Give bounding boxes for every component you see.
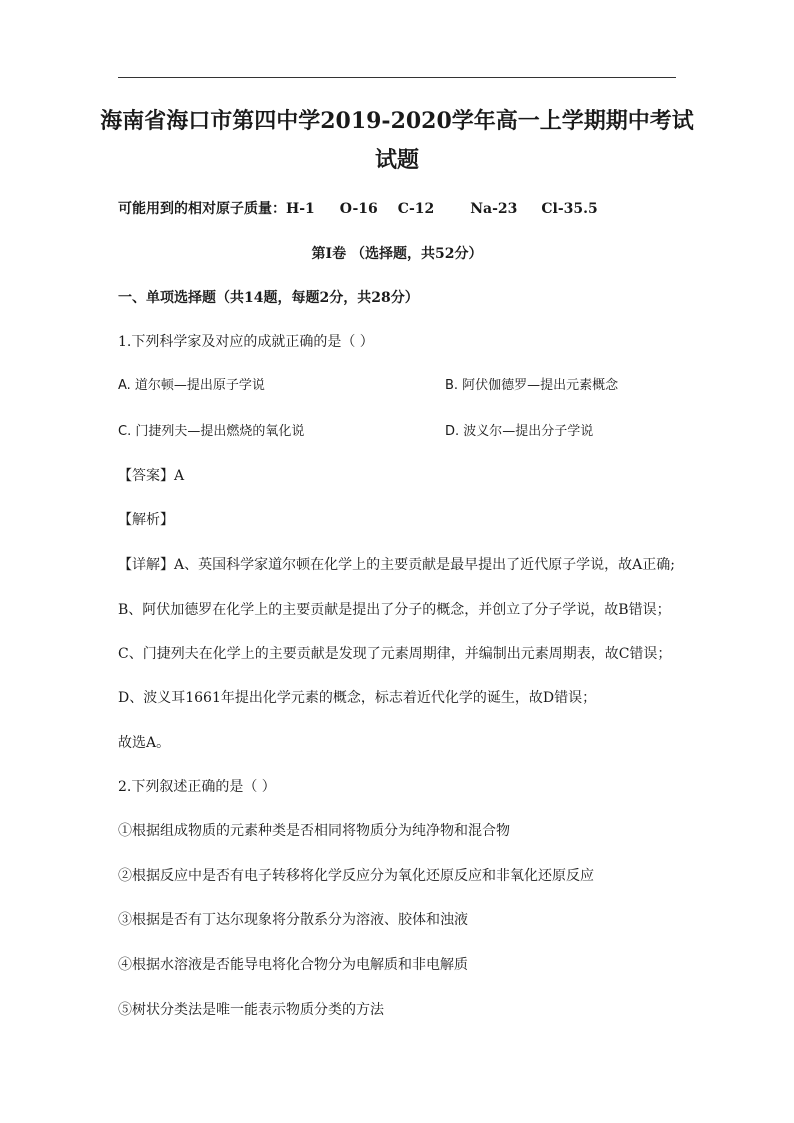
question-2-statement-2: ②根据反应中是否有电子转移将化学反应分为氧化还原反应和非氧化还原反应 bbox=[118, 868, 594, 884]
question-1-option-b: B. 阿伏伽德罗—提出元素概念 bbox=[445, 378, 619, 393]
mass-c: C-12 bbox=[397, 201, 435, 217]
question-1-detail-b: B、阿伏加德罗在化学上的主要贡献是提出了分子的概念，并创立了分子学说，故B错误； bbox=[118, 602, 671, 618]
question-1-option-c: C. 门捷列夫—提出燃烧的氧化说 bbox=[118, 424, 305, 439]
question-2-statement-4: ④根据水溶液是否能导电将化合物分为电解质和非电解质 bbox=[118, 957, 468, 973]
question-1-option-d: D. 波义尔—提出分子学说 bbox=[445, 424, 594, 439]
question-1-detail-d: D、波义耳1661年提出化学元素的概念，标志着近代化学的诞生，故D错误； bbox=[118, 690, 597, 706]
mass-cl: Cl-35.5 bbox=[541, 201, 598, 217]
question-1-detail-c: C、门捷列夫在化学上的主要贡献是发现了元素周期律，并编制出元素周期表，故C错误； bbox=[118, 646, 672, 662]
mass-h: H-1 bbox=[286, 201, 315, 217]
question-1-answer: 【答案】A bbox=[118, 468, 185, 484]
question-1-stem: 1.下列科学家及对应的成就正确的是（ ） bbox=[118, 334, 374, 350]
mass-o: O-16 bbox=[339, 201, 378, 217]
question-1-conclusion: 故选A。 bbox=[118, 735, 171, 751]
atomic-masses-label: 可能用到的相对原子质量： bbox=[118, 201, 286, 217]
question-2-statement-3: ③根据是否有丁达尔现象将分散系分为溶液、胶体和浊液 bbox=[118, 912, 468, 928]
question-1-option-a: A. 道尔顿—提出原子学说 bbox=[118, 378, 265, 393]
mass-na: Na-23 bbox=[470, 201, 518, 217]
page-title: 海南省海口市第四中学2019-2020学年高一上学期期中考试 bbox=[100, 108, 694, 134]
question-2-stem: 2.下列叙述正确的是（ ） bbox=[118, 779, 276, 795]
question-2-statement-5: ⑤树状分类法是唯一能表示物质分类的方法 bbox=[118, 1002, 384, 1018]
page-title-continued: 试题 bbox=[374, 147, 419, 173]
question-1-detail-a: 【详解】A、英国科学家道尔顿在化学上的主要贡献是最早提出了近代原子学说，故A正确; bbox=[118, 557, 675, 573]
question-1-analysis-label: 【解析】 bbox=[118, 512, 174, 528]
header-rule bbox=[118, 77, 676, 78]
question-2-statement-1: ①根据组成物质的元素种类是否相同将物质分为纯净物和混合物 bbox=[118, 823, 510, 839]
volume-heading: 第Ⅰ卷 （选择题，共52分） bbox=[311, 246, 483, 262]
part-heading: 一、单项选择题（共14题，每题2分，共28分） bbox=[118, 290, 419, 306]
atomic-masses bbox=[118, 200, 598, 218]
